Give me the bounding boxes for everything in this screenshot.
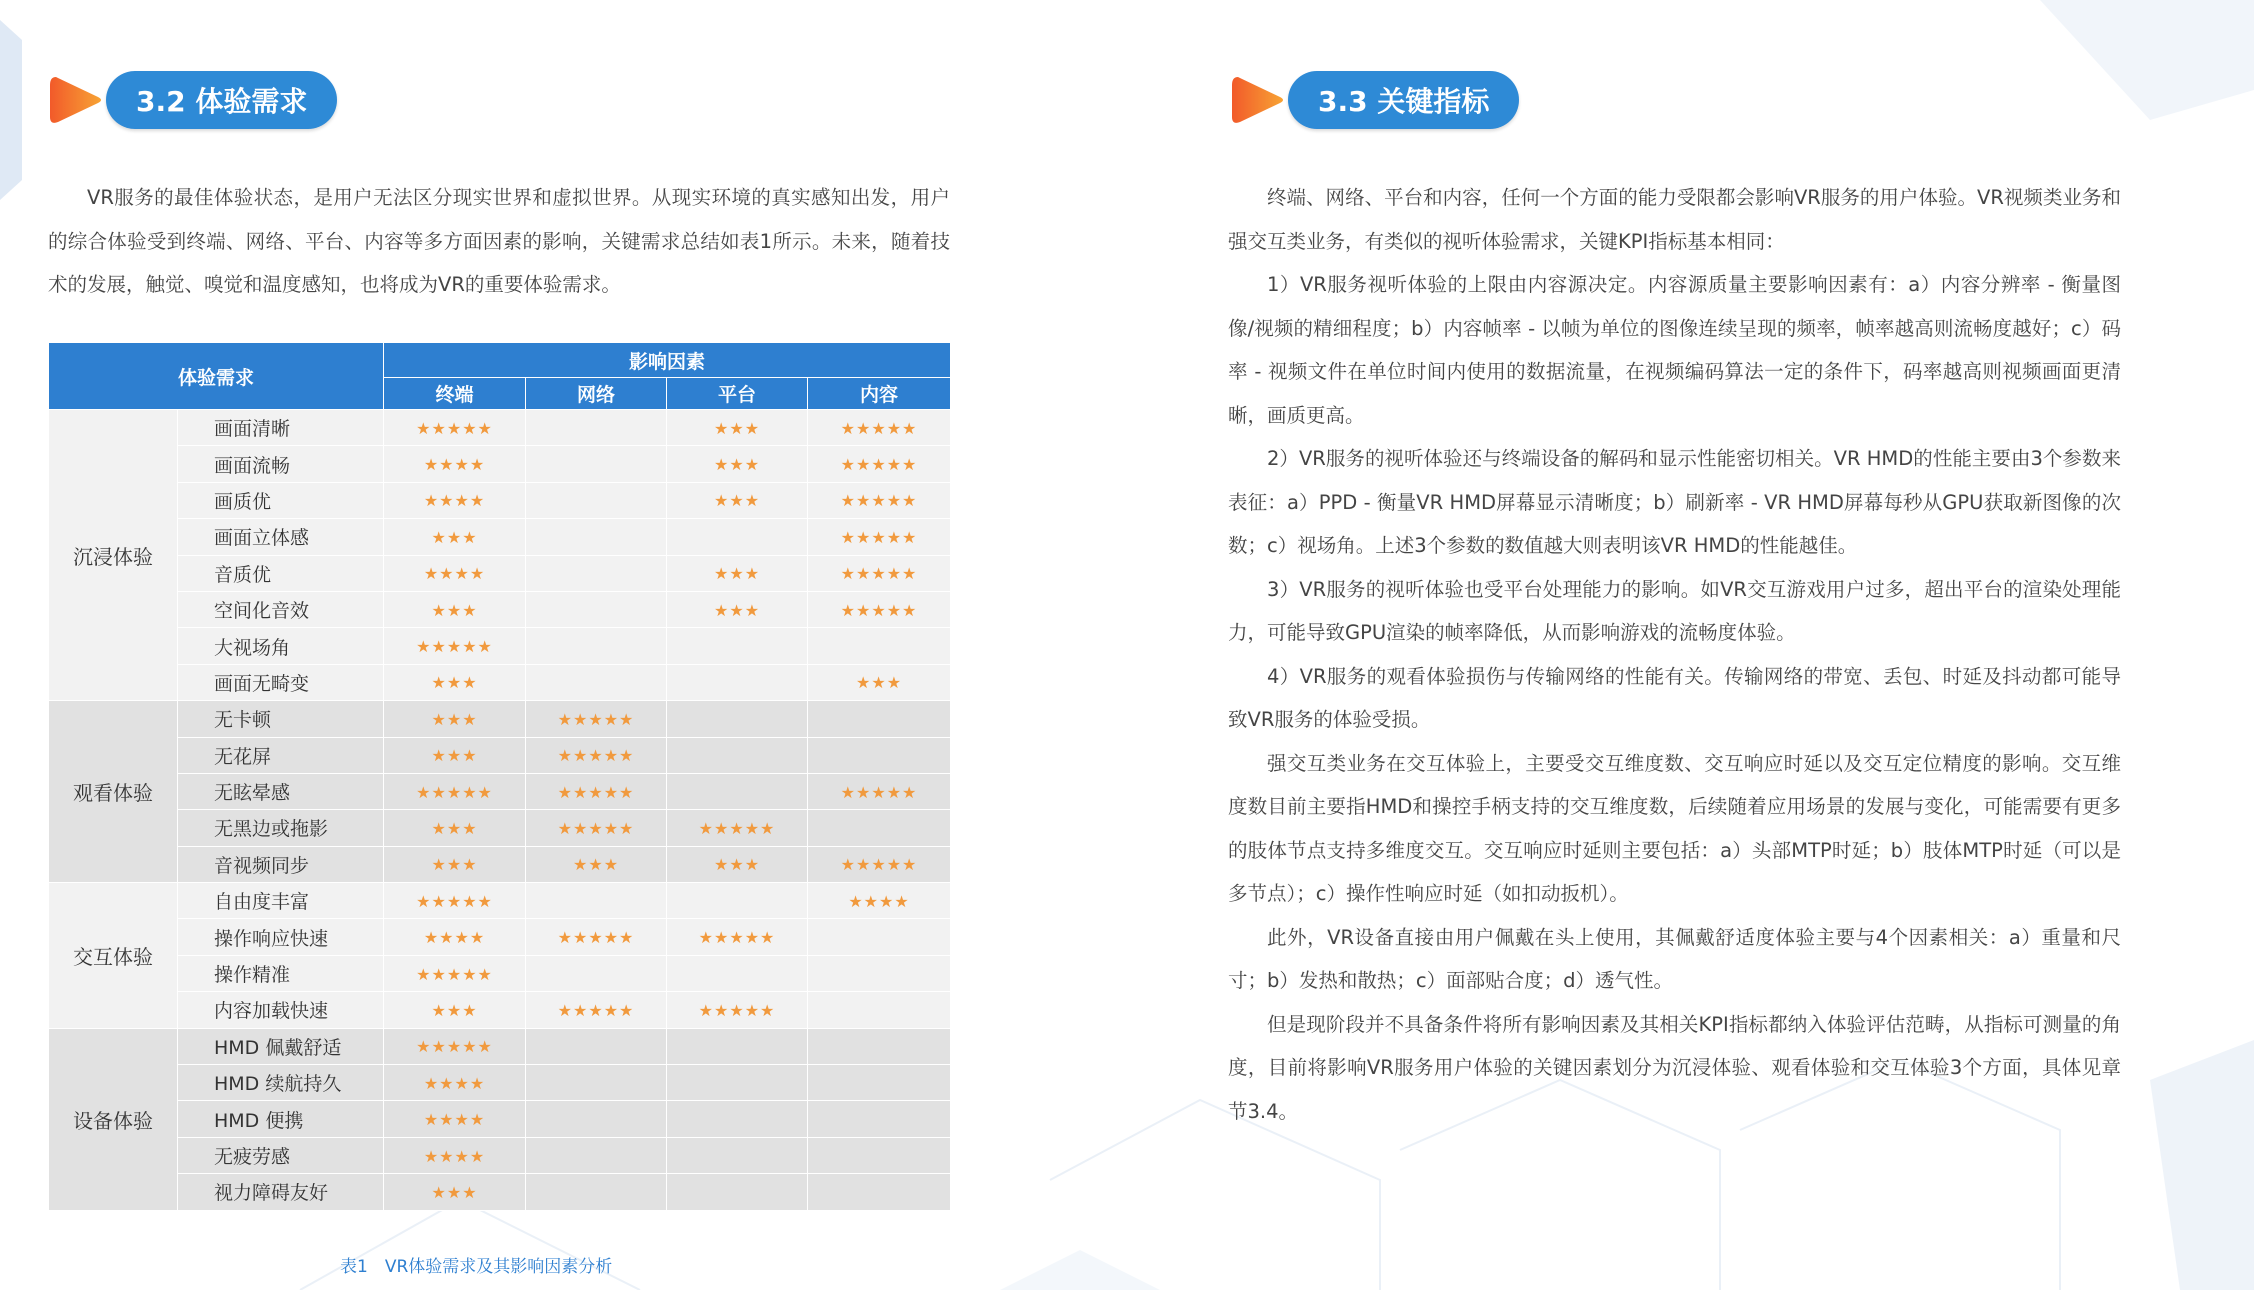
rating-cell (808, 1065, 951, 1101)
rating-cell (526, 555, 667, 591)
star-rating: ★★★ (856, 673, 903, 693)
rating-cell (526, 1065, 667, 1101)
table-row (49, 482, 951, 518)
rating-cell (384, 628, 526, 664)
header-col-terminal: 终端 (384, 378, 526, 410)
rating-cell (667, 410, 808, 446)
star-rating: ★★★ (714, 455, 761, 475)
rating-cell (808, 519, 951, 555)
star-rating: ★★★★ (423, 1110, 486, 1130)
rating-cell (667, 1137, 808, 1173)
requirement-item: 大视场角 (178, 628, 384, 664)
requirement-item: 空间化音效 (178, 591, 384, 627)
table-row (49, 628, 951, 664)
rating-cell (526, 482, 667, 518)
rating-cell (667, 846, 808, 882)
paragraph: 此外，VR设备直接由用户佩戴在头上使用，其佩戴舒适度体验主要与4个因素相关：a）重量和尺寸；b）发热和散热；c）面部贴合度；d）透气性。 (1228, 925, 2121, 992)
requirements-table (48, 342, 951, 1211)
rating-cell (808, 883, 951, 919)
star-rating: ★★★ (714, 564, 761, 584)
rating-cell (384, 773, 526, 809)
rating-cell (384, 446, 526, 482)
star-rating: ★★★ (714, 600, 761, 620)
section-header-3-3 (1230, 70, 1519, 130)
star-rating: ★★★★★ (557, 782, 635, 802)
table-row (49, 1065, 951, 1101)
rating-cell (526, 1137, 667, 1173)
rating-cell (667, 883, 808, 919)
rating-cell (808, 919, 951, 955)
section-header-3-2 (48, 70, 337, 130)
rating-cell (384, 482, 526, 518)
rating-cell (808, 701, 951, 737)
table-row (49, 519, 951, 555)
rating-cell (667, 446, 808, 482)
table-row (49, 410, 951, 446)
table-row (49, 883, 951, 919)
star-rating: ★★★ (714, 418, 761, 438)
rating-cell (808, 628, 951, 664)
requirement-item: 内容加载快速 (178, 992, 384, 1028)
rating-cell (384, 1137, 526, 1173)
rating-cell (808, 1028, 951, 1064)
rating-cell (384, 919, 526, 955)
rating-cell (526, 628, 667, 664)
star-rating: ★★★★★ (840, 418, 918, 438)
rating-cell (808, 482, 951, 518)
rating-cell (808, 591, 951, 627)
star-rating: ★★★★★ (840, 491, 918, 511)
star-rating: ★★★★ (423, 1073, 486, 1093)
play-arrow-icon (1230, 73, 1284, 127)
rating-cell (526, 810, 667, 846)
rating-cell (808, 992, 951, 1028)
rating-cell (808, 446, 951, 482)
rating-cell (526, 737, 667, 773)
header-col-network: 网络 (526, 378, 667, 410)
star-rating: ★★★★★ (698, 818, 776, 838)
section-title: 3.3 关键指标 (1288, 71, 1519, 129)
requirement-item: HMD 便携 (178, 1101, 384, 1137)
intro-paragraph (48, 176, 950, 307)
star-rating: ★★★★★ (557, 818, 635, 838)
star-rating: ★★★★★ (840, 455, 918, 475)
star-rating: ★★★★ (848, 891, 910, 911)
star-rating: ★★★★ (423, 564, 486, 584)
rating-cell (667, 773, 808, 809)
rating-cell (667, 482, 808, 518)
star-rating: ★★★★ (423, 1146, 486, 1166)
rating-cell (808, 846, 951, 882)
star-rating: ★★★★★ (416, 964, 493, 984)
star-rating: ★★★★ (423, 455, 486, 475)
rating-cell (384, 737, 526, 773)
star-rating: ★★★★★ (416, 637, 493, 657)
requirement-item: 自由度丰富 (178, 883, 384, 919)
star-rating: ★★★ (714, 491, 761, 511)
rating-cell (808, 1101, 951, 1137)
rating-cell (667, 519, 808, 555)
rating-cell (667, 591, 808, 627)
rating-cell (526, 992, 667, 1028)
rating-cell (384, 1065, 526, 1101)
table-row (49, 446, 951, 482)
paragraph: 1）VR服务视听体验的上限由内容源决定。内容源质量主要影响因素有：a）内容分辨率 - 衡量图像/视频的精细程度；b）内容帧率 - 以帧为单位的图像连续呈现的频率，帧率越高则流畅度越好；c）码率 - 视频文件在单位时间内使用的数据流量，在视频编码算法一定的条件下，码率越高则视频画面更清晰，画质更高。 (1228, 273, 2121, 427)
rating-cell (384, 410, 526, 446)
group-label: 交互体验 (49, 883, 178, 1029)
rating-cell (667, 1174, 808, 1210)
star-rating: ★★★ (431, 1000, 478, 1020)
table-row (49, 846, 951, 882)
rating-cell (808, 737, 951, 773)
rating-cell (808, 664, 951, 700)
play-arrow-icon (48, 73, 102, 127)
star-rating: ★★★★★ (416, 1037, 493, 1057)
rating-cell (526, 1028, 667, 1064)
star-rating: ★★★★★ (840, 855, 918, 875)
rating-cell (384, 664, 526, 700)
rating-cell (808, 955, 951, 991)
rating-cell (384, 846, 526, 882)
paragraph: 4）VR服务的观看体验损伤与传输网络的性能有关。传输网络的带宽、丢包、时延及抖动都可能导致VR服务的体验受损。 (1228, 664, 2121, 731)
rating-cell (384, 701, 526, 737)
requirement-item: HMD 续航持久 (178, 1065, 384, 1101)
rating-cell (808, 1174, 951, 1210)
rating-cell (526, 846, 667, 882)
star-rating: ★★★ (573, 855, 620, 875)
table-row (49, 1137, 951, 1173)
rating-cell (667, 992, 808, 1028)
requirement-item: 音视频同步 (178, 846, 384, 882)
rating-cell (526, 701, 667, 737)
group-0 (49, 410, 951, 701)
requirement-item: 画面清晰 (178, 410, 384, 446)
rating-cell (667, 919, 808, 955)
star-rating: ★★★ (431, 746, 478, 766)
section-title: 3.2 体验需求 (106, 71, 337, 129)
star-rating: ★★★ (431, 855, 478, 875)
rating-cell (384, 810, 526, 846)
rating-cell (667, 701, 808, 737)
paragraph: 终端、网络、平台和内容，任何一个方面的能力受限都会影响VR服务的用户体验。VR视频类业务和强交互类业务，有类似的视听体验需求，关键KPI指标基本相同： (1228, 186, 2121, 253)
rating-cell (667, 664, 808, 700)
group-label: 沉浸体验 (49, 410, 178, 701)
rating-cell (384, 1101, 526, 1137)
star-rating: ★★★★★ (416, 891, 493, 911)
requirement-item: 音质优 (178, 555, 384, 591)
star-rating: ★★★ (714, 855, 761, 875)
paragraph: 2）VR服务的视听体验还与终端设备的解码和显示性能密切相关。VR HMD的性能主要由3个参数来表征：a）PPD - 衡量VR HMD屏幕显示清晰度；b）刷新率 - VR HMD屏幕每秒从GPU获取新图像的次数；c）视场角。上述3个参数的数值越大则表明该VR HMD的性能越佳。 (1228, 447, 2121, 557)
star-rating: ★★★★★ (840, 527, 918, 547)
rating-cell (667, 737, 808, 773)
table-row (49, 664, 951, 700)
rating-cell (667, 555, 808, 591)
requirement-item: 视力障碍友好 (178, 1174, 384, 1210)
rating-cell (526, 773, 667, 809)
rating-cell (526, 1174, 667, 1210)
star-rating: ★★★ (431, 600, 478, 620)
rating-cell (808, 810, 951, 846)
header-factor: 影响因素 (384, 343, 951, 378)
rating-cell (526, 919, 667, 955)
rating-cell (384, 519, 526, 555)
requirement-item: 无疲劳感 (178, 1137, 384, 1173)
table-row (49, 1174, 951, 1210)
group-label: 观看体验 (49, 701, 178, 883)
rating-cell (526, 410, 667, 446)
requirement-item: 无眩晕感 (178, 773, 384, 809)
requirement-item: 无花屏 (178, 737, 384, 773)
requirement-item: 画面无畸变 (178, 664, 384, 700)
group-1 (49, 701, 951, 883)
rating-cell (808, 410, 951, 446)
rating-cell (384, 955, 526, 991)
rating-cell (526, 591, 667, 627)
rating-cell (808, 555, 951, 591)
rating-cell (667, 955, 808, 991)
rating-cell (667, 628, 808, 664)
right-body (1228, 176, 2121, 1133)
rating-cell (526, 883, 667, 919)
intro-text: VR服务的最佳体验状态，是用户无法区分现实世界和虚拟世界。从现实环境的真实感知出发，用户的综合体验受到终端、网络、平台、内容等多方面因素的影响，关键需求总结如表1所示。未来，随着技术的发展，触觉、嗅觉和温度感知，也将成为VR的重要体验需求。 (48, 186, 950, 296)
requirement-item: 无黑边或拖影 (178, 810, 384, 846)
rating-cell (667, 1028, 808, 1064)
table-row (49, 737, 951, 773)
requirement-item: 操作响应快速 (178, 919, 384, 955)
table-row (49, 773, 951, 809)
rating-cell (384, 1174, 526, 1210)
rating-cell (526, 446, 667, 482)
requirement-item: 画面立体感 (178, 519, 384, 555)
star-rating: ★★★★★ (698, 1000, 776, 1020)
table-row (49, 591, 951, 627)
requirement-item: 操作精准 (178, 955, 384, 991)
table-row (49, 1028, 951, 1064)
rating-cell (384, 1028, 526, 1064)
table-row (49, 701, 951, 737)
rating-cell (667, 1065, 808, 1101)
star-rating: ★★★★★ (557, 1000, 635, 1020)
star-rating: ★★★★★ (557, 746, 635, 766)
rating-cell (526, 519, 667, 555)
requirement-item: 画面流畅 (178, 446, 384, 482)
star-rating: ★★★★★ (840, 564, 918, 584)
group-3 (49, 1028, 951, 1210)
star-rating: ★★★ (431, 1182, 478, 1202)
table-row (49, 992, 951, 1028)
header-col-content: 内容 (808, 378, 951, 410)
star-rating: ★★★ (431, 709, 478, 729)
star-rating: ★★★★★ (557, 709, 635, 729)
star-rating: ★★★★ (423, 928, 486, 948)
rating-cell (667, 810, 808, 846)
paragraph: 但是现阶段并不具备条件将所有影响因素及其相关KPI指标都纳入体验评估范畴，从指标可测量的角度，目前将影响VR服务用户体验的关键因素划分为沉浸体验、观看体验和交互体验3个方面，具体见章节3.4。 (1228, 1012, 2121, 1123)
requirement-item: HMD 佩戴舒适 (178, 1028, 384, 1064)
group-2 (49, 883, 951, 1029)
paragraph: 强交互类业务在交互体验上，主要受交互维度数、交互响应时延以及交互定位精度的影响。交互维度数目前主要指HMD和操控手柄支持的交互维度数，后续随着应用场景的发展与变化，可能需要有更多的肢体节点支持多维度交互。交互响应时延则主要包括：a）头部MTP时延；b）肢体MTP时延（可以是多节点）；c）操作性响应时延（如扣动扳机）。 (1228, 751, 2121, 905)
rating-cell (526, 664, 667, 700)
header-need: 体验需求 (49, 343, 384, 410)
star-rating: ★★★★★ (840, 600, 918, 620)
star-rating: ★★★★ (423, 491, 486, 511)
paragraph: 3）VR服务的视听体验也受平台处理能力的影响。如VR交互游戏用户过多，超出平台的渲染处理能力，可能导致GPU渲染的帧率降低，从而影响游戏的流畅度体验。 (1228, 577, 2121, 644)
rating-cell (526, 955, 667, 991)
star-rating: ★★★ (431, 527, 478, 547)
rating-cell (384, 883, 526, 919)
table-row (49, 555, 951, 591)
rating-cell (384, 555, 526, 591)
rating-cell (526, 1101, 667, 1137)
star-rating: ★★★★★ (416, 418, 493, 438)
requirement-item: 无卡顿 (178, 701, 384, 737)
star-rating: ★★★ (431, 673, 478, 693)
group-label: 设备体验 (49, 1028, 178, 1210)
rating-cell (384, 591, 526, 627)
rating-cell (384, 992, 526, 1028)
rating-cell (808, 773, 951, 809)
table-row (49, 1101, 951, 1137)
star-rating: ★★★★★ (416, 782, 493, 802)
table-caption: 表1 VR体验需求及其影响因素分析 (340, 1257, 613, 1277)
star-rating: ★★★★★ (698, 928, 776, 948)
star-rating: ★★★★★ (557, 928, 635, 948)
star-rating: ★★★★★ (840, 782, 918, 802)
table-row (49, 919, 951, 955)
table-row (49, 955, 951, 991)
rating-cell (667, 1101, 808, 1137)
rating-cell (808, 1137, 951, 1173)
header-col-platform: 平台 (667, 378, 808, 410)
table-row (49, 810, 951, 846)
star-rating: ★★★ (431, 818, 478, 838)
requirement-item: 画质优 (178, 482, 384, 518)
